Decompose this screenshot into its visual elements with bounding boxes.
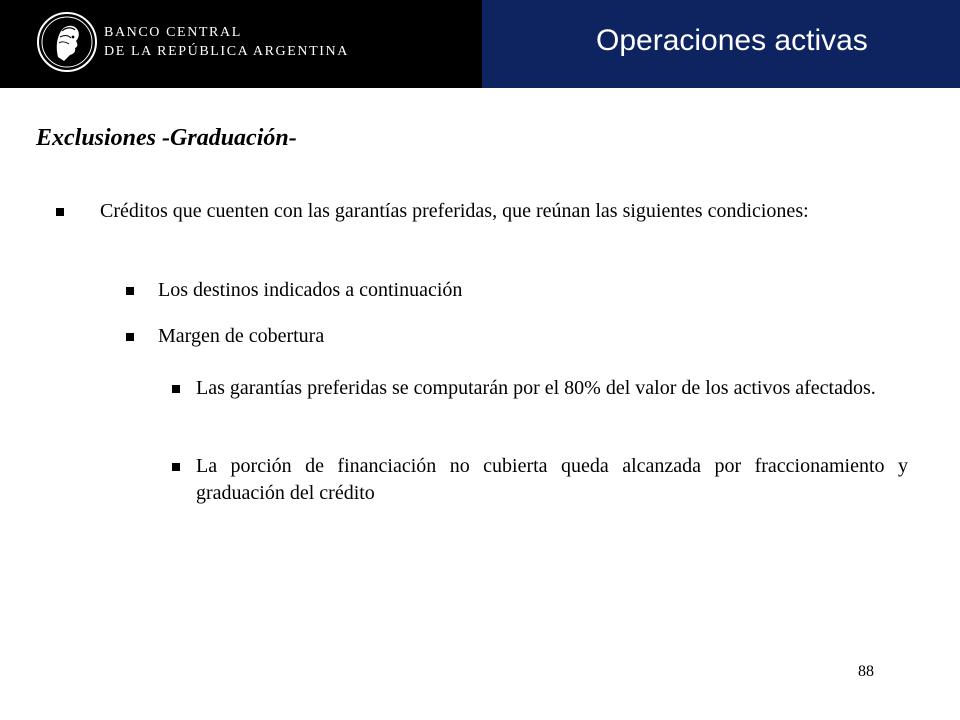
square-bullet-icon <box>126 333 134 341</box>
square-bullet-icon <box>172 385 180 393</box>
bullet-text: Créditos que cuenten con las garantías preferidas, que reúnan las siguientes condiciones: <box>100 200 809 222</box>
bullet-level3 <box>196 453 908 507</box>
bullet-text: Las garantías preferidas se computarán por el 80% del valor de los activos afectados. <box>196 377 876 399</box>
bullet-text: Los destinos indicados a continuación <box>158 279 463 301</box>
bullet-text: La porción de financiación no cubierta queda alcanzada por fraccionamiento y graduación del crédito <box>196 455 908 504</box>
bullet-text: Margen de cobertura <box>158 325 325 347</box>
bullet-level2 <box>158 323 758 350</box>
square-bullet-icon <box>56 208 64 216</box>
section-subtitle: Exclusiones -Graduación- <box>36 125 297 151</box>
bank-name-line2: DE LA REPÚBLICA ARGENTINA <box>104 44 349 59</box>
slide-header <box>0 0 960 88</box>
bullet-level1 <box>100 198 908 225</box>
header-left-panel <box>0 0 482 88</box>
bank-name-line1: BANCO CENTRAL <box>104 25 242 40</box>
bank-seal-icon <box>36 11 98 73</box>
page-number: 88 <box>858 663 874 680</box>
square-bullet-icon <box>126 287 134 295</box>
square-bullet-icon <box>172 463 180 471</box>
bullet-level3 <box>196 375 908 402</box>
page-title: Operaciones activas <box>596 24 868 57</box>
bullet-level2 <box>158 277 758 304</box>
